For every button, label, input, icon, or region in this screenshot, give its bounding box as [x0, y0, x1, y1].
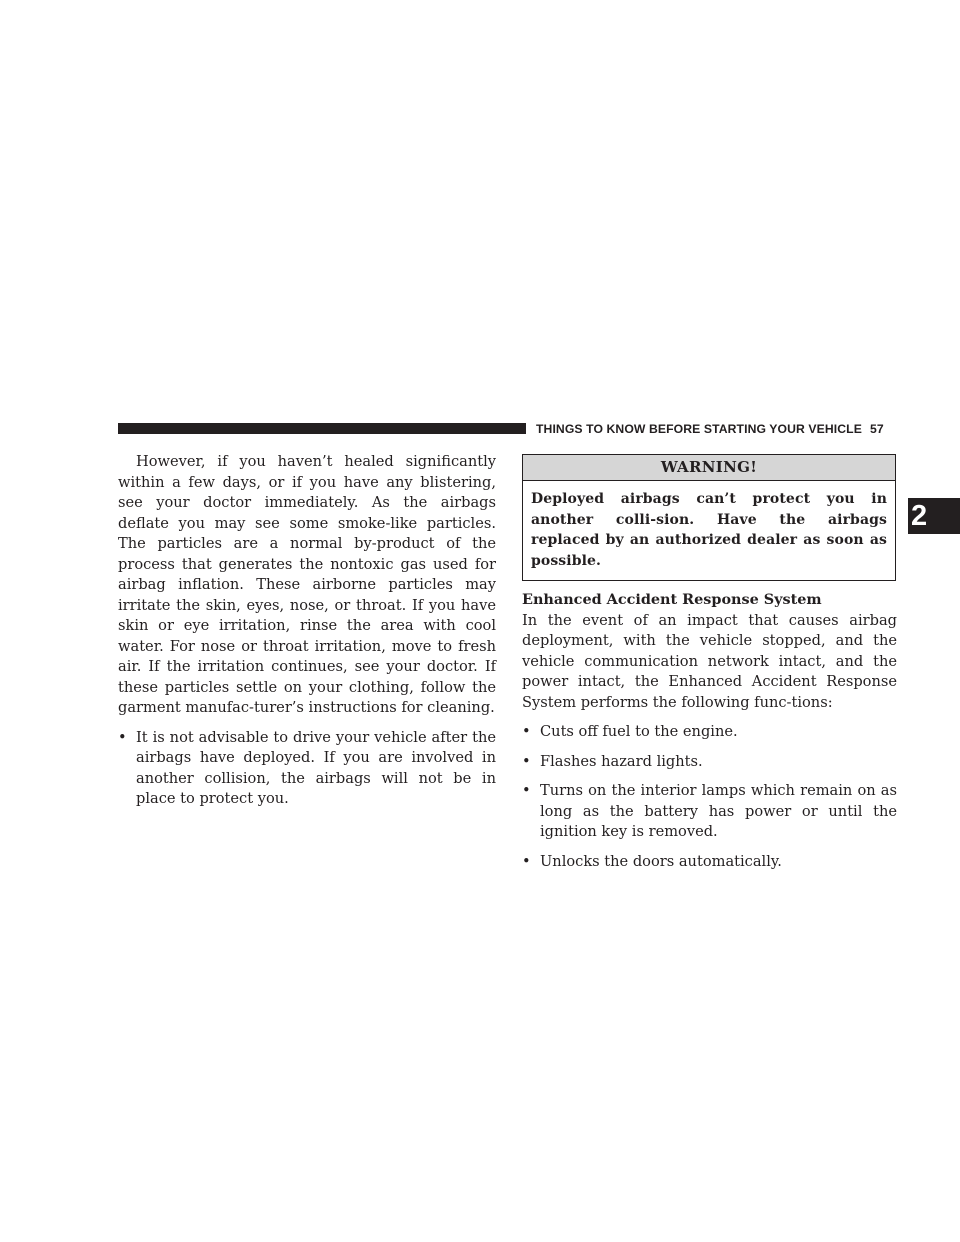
warning-body: Deployed airbags can’t protect you in another colli-sion. Have the airbags replaced by an authorized dealer as soon as possible. [531, 491, 887, 569]
list-item [522, 781, 897, 843]
left-column [118, 452, 496, 810]
bullet-icon: • [522, 782, 531, 799]
bullet-text: Unlocks the doors automatically. [540, 852, 782, 870]
running-header [536, 421, 902, 437]
list-item [522, 852, 897, 873]
bullet-text: Flashes hazard lights. [540, 752, 703, 770]
list-item [522, 722, 897, 743]
page-number: 57 [869, 422, 884, 436]
header-rule [118, 423, 526, 434]
airbag-irritation-paragraph: However, if you haven’t healed significantly within a few days, or if you have any blistering, see your doctor immediately. As the airbags deflate you may see some smoke-like particles. The particles are a normal by-product of the process that generates the nontoxic gas used for airbag inflation. These airborne particles may irritate the skin, eyes, nose, or throat. If you have skin or eye irritation, rinse the area with cool water. For nose or throat irritation, move to fresh air. If the irritation continues, see your doctor. If these particles settle on your clothing, follow the garment manufac-turer’s instructions for cleaning. [118, 453, 496, 716]
section-title: THINGS TO KNOW BEFORE STARTING YOUR VEHICLE [536, 422, 862, 436]
warning-title: WARNING! [523, 455, 895, 481]
section-heading: Enhanced Accident Response System [522, 591, 822, 608]
bullet-text: Turns on the interior lamps which remain on as long as the battery has power or until the ignition key is removed. [540, 782, 897, 840]
function-list [522, 722, 897, 872]
bullet-icon: • [118, 728, 127, 746]
chapter-tab: 2 [908, 498, 960, 534]
right-column [522, 454, 897, 872]
section-intro: In the event of an impact that causes airbag deployment, with the vehicle stopped, and the vehicle communication network intact, and the power intact, the Enhanced Accident Response System performs the following func-tions: [522, 611, 897, 711]
list-item [118, 728, 496, 810]
bullet-icon: • [522, 723, 531, 740]
bullet-icon: • [522, 752, 531, 770]
bullet-text: Cuts off fuel to the engine. [540, 723, 738, 740]
bullet-icon: • [522, 852, 531, 870]
list-item [522, 752, 897, 773]
warning-box [522, 454, 896, 581]
bullet-text: It is not advisable to drive your vehicle after the airbags have deployed. If you are involved in another collision, the airbags will not be in place to protect you. [136, 728, 496, 807]
